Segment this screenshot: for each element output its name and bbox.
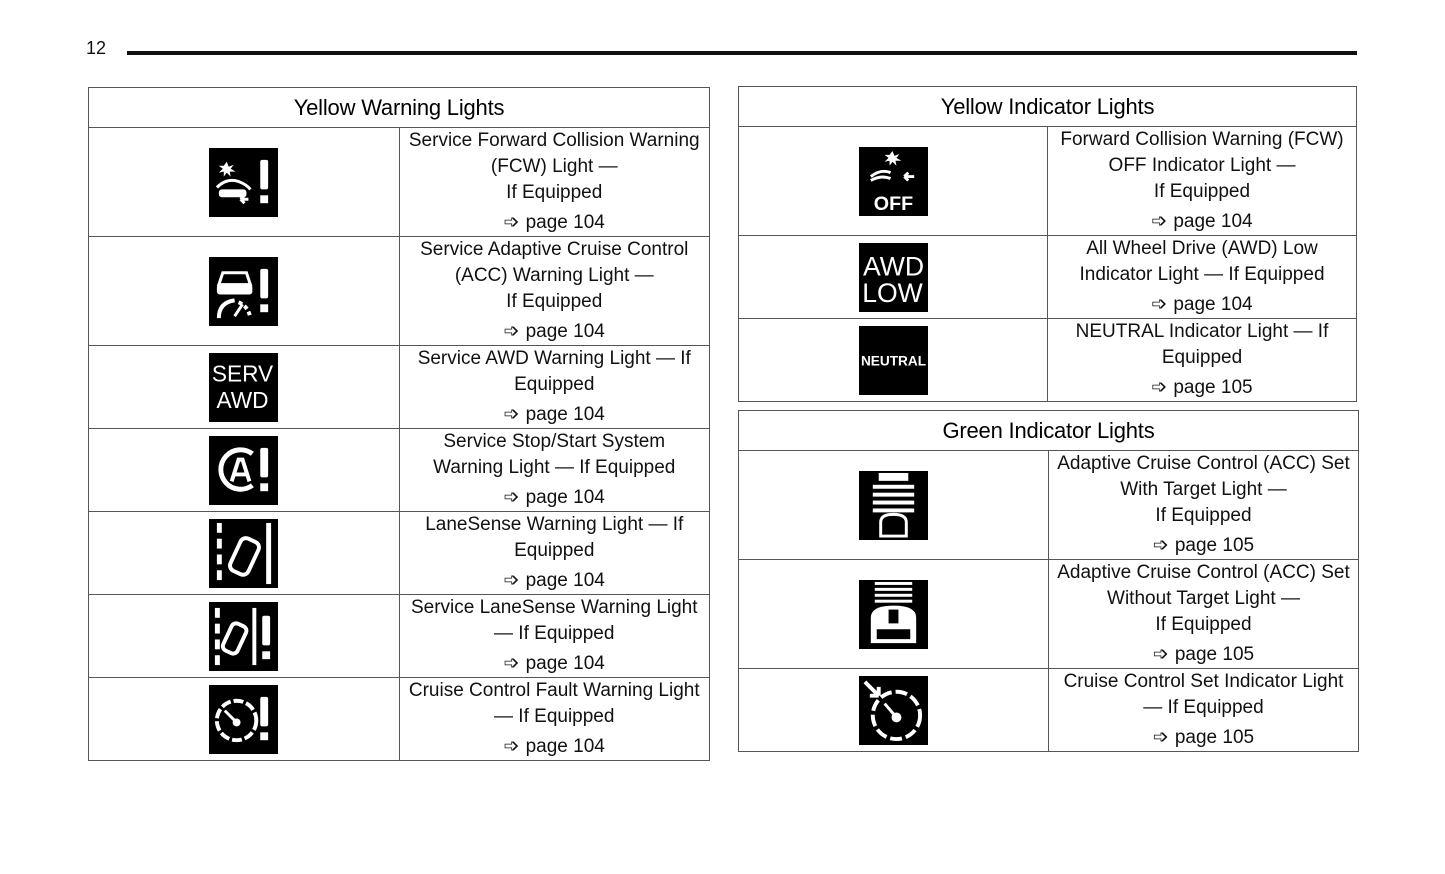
icon-cell [89,128,400,237]
table-row [89,128,710,237]
page-reference [1056,375,1348,401]
header-rule [127,51,1357,55]
page-reference [408,210,702,236]
arrow-right-icon: ➩ [503,653,520,674]
page-reference [1057,642,1350,668]
page-reference-text: page 104 [525,736,605,757]
icon-cell [89,346,400,429]
description-cell [399,128,710,237]
light-description: If Equipped [506,291,603,312]
light-description: All Wheel Drive (AWD) Low Indicator Light — If Equipped [1079,238,1325,285]
icon-text: LOW [861,277,923,308]
light-description: If Equipped [1155,505,1252,526]
arrow-right-icon: ➩ [503,736,520,757]
icon-cell [739,669,1049,752]
description-cell [1049,560,1359,669]
page-reference [1057,533,1350,559]
description-cell [1048,319,1357,402]
page-reference-text: page 104 [525,653,605,674]
light-description: If Equipped [1155,614,1252,635]
description-cell [1048,127,1357,236]
page-number: 12 [86,38,107,58]
table-title: Green Indicator Lights [739,411,1359,451]
table-title: Yellow Warning Lights [89,88,710,128]
light-description: Service Adaptive Cruise Control (ACC) Warning Light — [420,239,689,286]
page-reference [408,402,702,428]
table-row [89,678,710,761]
arrow-right-icon: ➩ [1152,727,1169,748]
icon-cell [89,429,400,512]
table-row [89,237,710,346]
light-description: Service Stop/Start System Warning Light — If Equipped [433,431,676,478]
page-reference-text: page 105 [1174,644,1255,665]
page-reference [1056,292,1348,318]
arrow-right-icon: ➩ [1151,377,1168,398]
page-reference [408,485,702,511]
yellow-warning-table [88,87,710,761]
icon-cell [89,678,400,761]
light-description: Service Forward Collision Warning (FCW) Light — [408,130,700,177]
fcw-off-icon [859,147,928,216]
page-reference [1057,725,1350,751]
page-reference-text: page 105 [1174,535,1255,556]
yellow-indicator-table [738,86,1357,402]
awd-low-icon [859,243,928,312]
page-reference-text: page 104 [525,404,605,425]
description-cell [399,512,710,595]
description-cell [399,595,710,678]
page-reference-text: page 104 [525,212,605,233]
icon-cell [739,127,1048,236]
icon-cell [89,595,400,678]
cruise-set-icon [859,676,928,745]
table-row [89,595,710,678]
arrow-right-icon: ➩ [503,321,520,342]
arrow-right-icon: ➩ [503,212,520,233]
icon-text: OFF [873,192,913,215]
arrow-right-icon: ➩ [503,404,520,425]
arrow-right-icon: ➩ [503,570,520,591]
light-description: Adaptive Cruise Control (ACC) Set Without Target Light — [1057,562,1350,609]
fcw-service-icon [209,148,278,217]
light-description: LaneSense Warning Light — If Equipped [425,514,684,561]
light-description: Cruise Control Set Indicator Light — If Equipped [1063,671,1344,718]
icon-text: AWD [862,251,924,282]
description-cell [399,346,710,429]
neutral-icon [859,326,928,395]
description-cell [1049,669,1359,752]
table-row [739,319,1357,402]
light-description: NEUTRAL Indicator Light — If Equipped [1075,321,1329,368]
table-row [739,669,1359,752]
cruise-fault-icon [209,685,278,754]
icon-cell [739,451,1049,560]
icon-text: NEUTRAL [860,352,926,368]
icon-cell [739,236,1048,319]
arrow-right-icon: ➩ [1151,211,1168,232]
lanesense-icon [209,519,278,588]
page-reference-text: page 104 [525,321,605,342]
description-cell [399,429,710,512]
table-row [739,451,1359,560]
acc-no-target-icon [859,580,928,649]
table-row [739,560,1359,669]
arrow-right-icon: ➩ [503,487,520,508]
acc-service-icon [209,257,278,326]
arrow-right-icon: ➩ [1152,644,1169,665]
page-reference [408,734,702,760]
page-reference [408,568,702,594]
description-cell [1049,451,1359,560]
page-reference-text: page 105 [1173,377,1253,398]
page-reference [1056,209,1348,235]
arrow-right-icon: ➩ [1152,535,1169,556]
light-description: Adaptive Cruise Control (ACC) Set With Target Light — [1057,453,1350,500]
page-reference-text: page 104 [1173,294,1253,315]
icon-text: SERV [212,360,274,387]
page-reference-text: page 104 [1173,211,1253,232]
light-description: Cruise Control Fault Warning Light — If Equipped [408,680,700,727]
page-reference [408,651,702,677]
table-row [89,429,710,512]
icon-cell [739,319,1048,402]
table-row [89,512,710,595]
page-reference [408,319,702,345]
lanesense-service-icon [209,602,278,671]
icon-cell [739,560,1049,669]
description-cell [399,237,710,346]
light-description: Forward Collision Warning (FCW) OFF Indicator Light — [1060,129,1344,176]
icon-cell [89,237,400,346]
description-cell [1048,236,1357,319]
light-description: Service AWD Warning Light — If Equipped [417,348,691,395]
serv-awd-icon [209,353,278,422]
light-description: If Equipped [1153,181,1251,202]
light-description: Service LaneSense Warning Light — If Equipped [410,597,698,644]
table-row [739,127,1357,236]
table-title: Yellow Indicator Lights [739,87,1357,127]
light-description: If Equipped [506,182,603,203]
arrow-right-icon: ➩ [1151,294,1168,315]
icon-text: AWD [216,386,269,413]
green-indicator-table [738,410,1359,752]
table-row [89,346,710,429]
acc-target-icon [859,471,928,540]
page-reference-text: page 104 [525,487,605,508]
page-reference-text: page 105 [1174,727,1255,748]
table-row [739,236,1357,319]
icon-cell [89,512,400,595]
description-cell [399,678,710,761]
page-reference-text: page 104 [525,570,605,591]
stop-start-service-icon [209,436,278,505]
